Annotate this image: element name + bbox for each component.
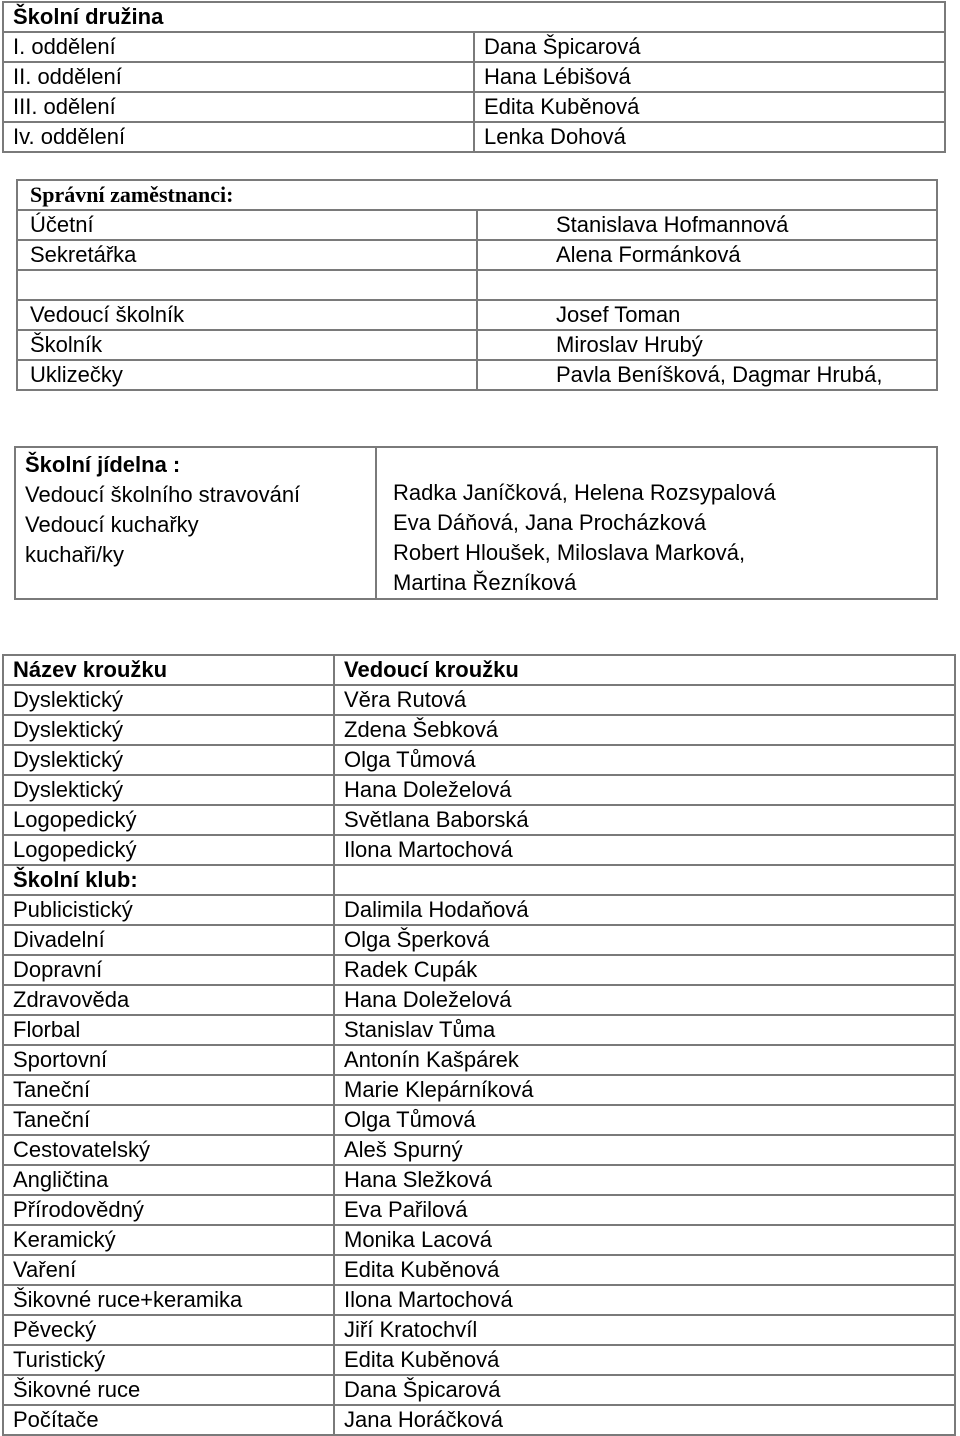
table-row: [3, 805, 955, 835]
spravni-label: Sekretářka: [17, 240, 477, 270]
table-row: [3, 835, 955, 865]
table-row: [3, 32, 945, 62]
krouzek-leader: Radek Cupák: [334, 955, 955, 985]
krouzek-leader: Olga Šperková: [334, 925, 955, 955]
table-row: [3, 985, 955, 1015]
table-row: [3, 1105, 955, 1135]
krouzek-name: Pěvecký: [3, 1315, 334, 1345]
druzina-name: Lenka Dohová: [474, 122, 945, 152]
krouzek-leader: Dalimila Hodaňová: [334, 895, 955, 925]
table-row: [3, 2, 945, 32]
krouzek-name: Šikovné ruce+keramika: [3, 1285, 334, 1315]
krouzek-name: Turistický: [3, 1345, 334, 1375]
jidelna-labels: [15, 447, 376, 599]
jidelna-table: [14, 446, 938, 600]
krouzek-leader: Hana Sležková: [334, 1165, 955, 1195]
krouzek-leader: [334, 865, 955, 895]
table-header-row: [3, 655, 955, 685]
table-row: [3, 925, 955, 955]
spravni-label: Uklizečky: [17, 360, 477, 390]
table-row: [3, 62, 945, 92]
krouzek-name: Publicistický: [3, 895, 334, 925]
krouzek-name: Počítače: [3, 1405, 334, 1435]
table-row: [3, 715, 955, 745]
druzina-name: Hana Lébišová: [474, 62, 945, 92]
krouzek-leader: Edita Kuběnová: [334, 1255, 955, 1285]
spravni-label: Školník: [17, 330, 477, 360]
table-row: [17, 330, 937, 360]
spravni-title: Správní zaměstnanci:: [17, 180, 937, 210]
table-row: [3, 895, 955, 925]
krouzek-leader: Hana Doleželová: [334, 775, 955, 805]
krouzek-leader: Marie Klepárníková: [334, 1075, 955, 1105]
krouzek-name: Florbal: [3, 1015, 334, 1045]
druzina-label: II. oddělení: [3, 62, 474, 92]
spravni-label: Vedoucí školník: [17, 300, 477, 330]
spravni-name: Josef Toman: [477, 300, 937, 330]
krouzky-table: [2, 654, 956, 1436]
table-row: [3, 1405, 955, 1435]
krouzek-leader: Eva Pařilová: [334, 1195, 955, 1225]
table-row: [17, 360, 937, 390]
krouzek-name: Logopedický: [3, 835, 334, 865]
krouzek-leader: Hana Doleželová: [334, 985, 955, 1015]
krouzky-body: [3, 655, 955, 1435]
krouzek-name: Sportovní: [3, 1045, 334, 1075]
table-row: [3, 1015, 955, 1045]
table-row: [3, 685, 955, 715]
krouzek-name: Angličtina: [3, 1165, 334, 1195]
jidelna-name: Robert Hloušek, Miloslava Marková,: [393, 540, 746, 565]
krouzek-leader: Edita Kuběnová: [334, 1345, 955, 1375]
table-row: [3, 1075, 955, 1105]
table-row: [3, 1345, 955, 1375]
spravni-name: [477, 270, 937, 300]
krouzek-name: Cestovatelský: [3, 1135, 334, 1165]
krouzek-name: Taneční: [3, 1075, 334, 1105]
krouzek-name: Divadelní: [3, 925, 334, 955]
krouzek-leader: Monika Lacová: [334, 1225, 955, 1255]
spravni-name: Alena Formánková: [477, 240, 937, 270]
krouzek-leader: Věra Rutová: [334, 685, 955, 715]
krouzek-name: Dopravní: [3, 955, 334, 985]
krouzek-leader: Antonín Kašpárek: [334, 1045, 955, 1075]
table-row: [17, 210, 937, 240]
spravni-table: [16, 179, 938, 391]
druzina-name: Dana Špicarová: [474, 32, 945, 62]
table-row: [3, 122, 945, 152]
krouzek-name: Přírodovědný: [3, 1195, 334, 1225]
krouzek-leader: Světlana Baborská: [334, 805, 955, 835]
krouzky-header-name: Název kroužku: [3, 655, 334, 685]
krouzek-leader: Jiří Kratochvíl: [334, 1315, 955, 1345]
table-row: [3, 865, 955, 895]
druzina-label: Iv. oddělení: [3, 122, 474, 152]
table-row: [17, 240, 937, 270]
krouzek-name: Keramický: [3, 1225, 334, 1255]
table-row: [3, 775, 955, 805]
krouzek-leader: Zdena Šebková: [334, 715, 955, 745]
druzina-table: [2, 1, 946, 153]
table-row: [3, 1375, 955, 1405]
druzina-label: I. oddělení: [3, 32, 474, 62]
jidelna-label: Vedoucí školního stravování: [25, 482, 301, 507]
druzina-label: III. odělení: [3, 92, 474, 122]
krouzky-header-leader: Vedoucí kroužku: [334, 655, 955, 685]
jidelna-name: Eva Dáňová, Jana Procházková: [393, 510, 707, 535]
krouzek-leader: Stanislav Tůma: [334, 1015, 955, 1045]
spravni-label: Účetní: [17, 210, 477, 240]
table-row: [17, 180, 937, 210]
krouzek-leader: Olga Tůmová: [334, 745, 955, 775]
table-row: [3, 1315, 955, 1345]
jidelna-label: kuchaři/ky: [25, 542, 125, 567]
table-row: [3, 1135, 955, 1165]
druzina-title: Školní družina: [3, 2, 945, 32]
krouzek-name: Vaření: [3, 1255, 334, 1285]
table-row: [17, 270, 937, 300]
krouzek-leader: Jana Horáčková: [334, 1405, 955, 1435]
table-row: [3, 745, 955, 775]
druzina-name: Edita Kuběnová: [474, 92, 945, 122]
table-row: [3, 1195, 955, 1225]
krouzek-leader: Dana Špicarová: [334, 1375, 955, 1405]
table-row: [15, 447, 937, 599]
table-row: [3, 1225, 955, 1255]
krouzek-leader: Aleš Spurný: [334, 1135, 955, 1165]
jidelna-title: Školní jídelna :: [25, 452, 181, 477]
krouzek-name: Logopedický: [3, 805, 334, 835]
krouzek-name: Dyslektický: [3, 715, 334, 745]
krouzek-name: Dyslektický: [3, 745, 334, 775]
krouzek-name: Šikovné ruce: [3, 1375, 334, 1405]
klub-title: Školní klub:: [3, 865, 334, 895]
table-row: [3, 1165, 955, 1195]
table-row: [3, 92, 945, 122]
krouzek-name: Dyslektický: [3, 685, 334, 715]
jidelna-label: Vedoucí kuchařky: [25, 512, 199, 537]
table-row: [17, 300, 937, 330]
spravni-label: [17, 270, 477, 300]
jidelna-name: Martina Řezníková: [393, 570, 577, 595]
krouzek-leader: Olga Tůmová: [334, 1105, 955, 1135]
krouzek-leader: Ilona Martochová: [334, 1285, 955, 1315]
krouzek-name: Dyslektický: [3, 775, 334, 805]
table-row: [3, 1255, 955, 1285]
jidelna-name: Radka Janíčková, Helena Rozsypalová: [393, 480, 776, 505]
krouzek-name: Zdravověda: [3, 985, 334, 1015]
jidelna-names: [376, 447, 937, 599]
table-row: [3, 955, 955, 985]
spravni-name: Stanislava Hofmannová: [477, 210, 937, 240]
spravni-name: Pavla Beníšková, Dagmar Hrubá,: [477, 360, 937, 390]
table-row: [3, 1285, 955, 1315]
table-row: [3, 1045, 955, 1075]
krouzek-name: Taneční: [3, 1105, 334, 1135]
spravni-name: Miroslav Hrubý: [477, 330, 937, 360]
krouzek-leader: Ilona Martochová: [334, 835, 955, 865]
